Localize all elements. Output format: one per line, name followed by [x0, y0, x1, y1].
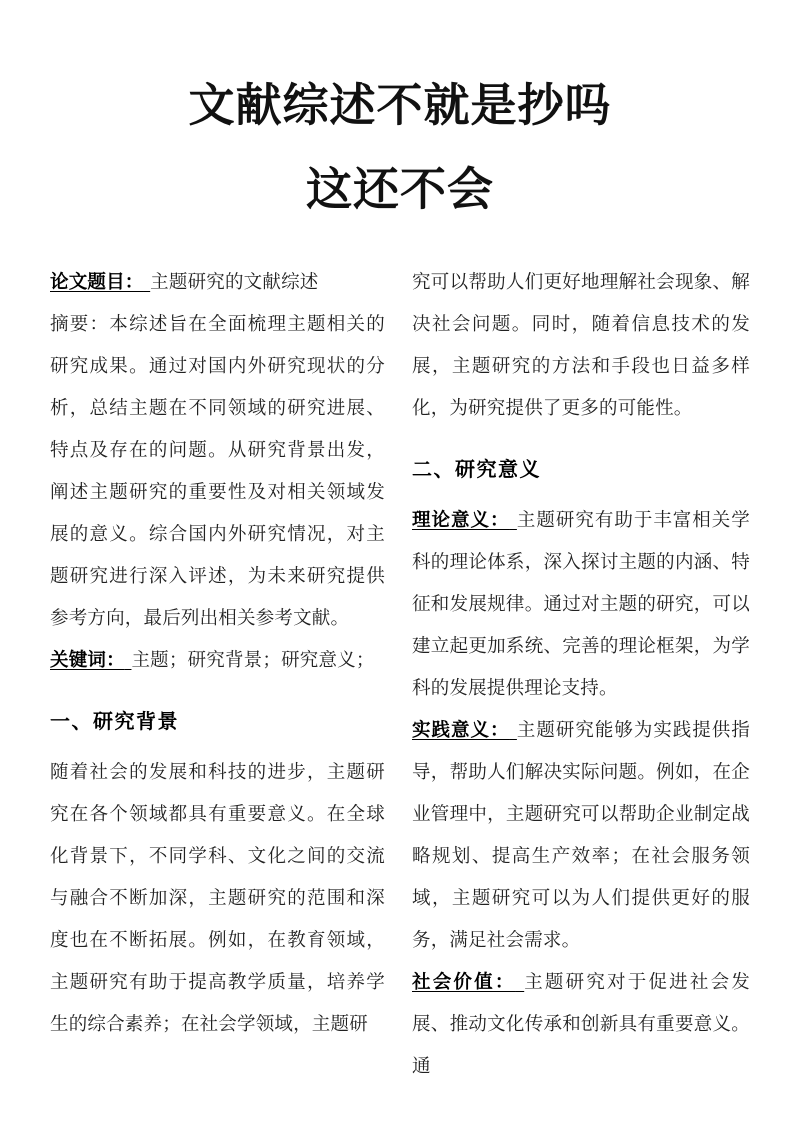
section-heading-one: 一、研究背景 — [50, 709, 179, 733]
social-value-paragraph — [412, 962, 750, 1088]
right-column — [400, 262, 800, 1088]
section-heading-two: 二、研究意义 — [412, 457, 541, 481]
title-line-2: 这还不会 — [306, 162, 494, 216]
keywords-label: 关键词： — [50, 650, 125, 671]
section-one-body: 随着社会的发展和科技的进步，主题研究在各个领域都具有重要意义。在全球化背景下，不同学科、文化之间的交流与融合不断加深，主题研究的范围和深度也在不断拓展。例如，在教育领域，主题研究有助于提高教学质量，培养学生的综合素养；在社会学领域，主题研 — [50, 762, 385, 1035]
practical-significance-paragraph — [412, 710, 750, 962]
section-one-body-continued: 究可以帮助人们更好地理解社会现象、解决社会问题。同时，随着信息技术的发展，主题研究的方法和手段也日益多样化，为研究提供了更多的可能性。 — [412, 272, 750, 419]
social-value-label: 社会价值： — [412, 972, 516, 993]
two-column-body — [0, 262, 800, 1088]
document-title-block — [0, 0, 800, 220]
practical-significance-label: 实践意义： — [412, 720, 510, 741]
paper-title-line — [50, 262, 385, 304]
left-column — [0, 262, 400, 1046]
paper-title-value: 主题研究的文献综述 — [150, 272, 319, 293]
theoretical-significance-label: 理论意义： — [412, 510, 510, 531]
social-value-body: 主题研究对于促进社会发展、推动文化传承和创新具有重要意义。通 — [412, 972, 750, 1077]
paper-title-label: 论文题目： — [50, 272, 144, 293]
title-line-1: 文献综述不就是抄吗 — [188, 78, 612, 132]
practical-significance-body: 主题研究能够为实践提供指导，帮助人们解决实际问题。例如，在企业管理中，主题研究可以帮助企业制定战略规划、提高生产效率；在社会服务领域，主题研究可以为人们提供更好的服务，满足社会需求。 — [412, 720, 750, 951]
keywords-value: 主题；研究背景；研究意义； — [131, 650, 375, 671]
keywords-line — [50, 640, 385, 682]
theoretical-significance-body: 主题研究有助于丰富相关学科的理论体系，深入探讨主题的内涵、特征和发展规律。通过对主题的研究，可以建立起更加系统、完善的理论框架，为学科的发展提供理论支持。 — [412, 510, 750, 699]
theoretical-significance-paragraph — [412, 500, 750, 710]
abstract-paragraph: 摘要：本综述旨在全面梳理主题相关的研究成果。通过对国内外研究现状的分析，总结主题在不同领域的研究进展、特点及存在的问题。从研究背景出发，阐述主题研究的重要性及对相关领域发展的意义。综合国内外研究情况，对主题研究进行深入评述，为未来研究提供参考方向，最后列出相关参考文献。 — [50, 314, 385, 629]
